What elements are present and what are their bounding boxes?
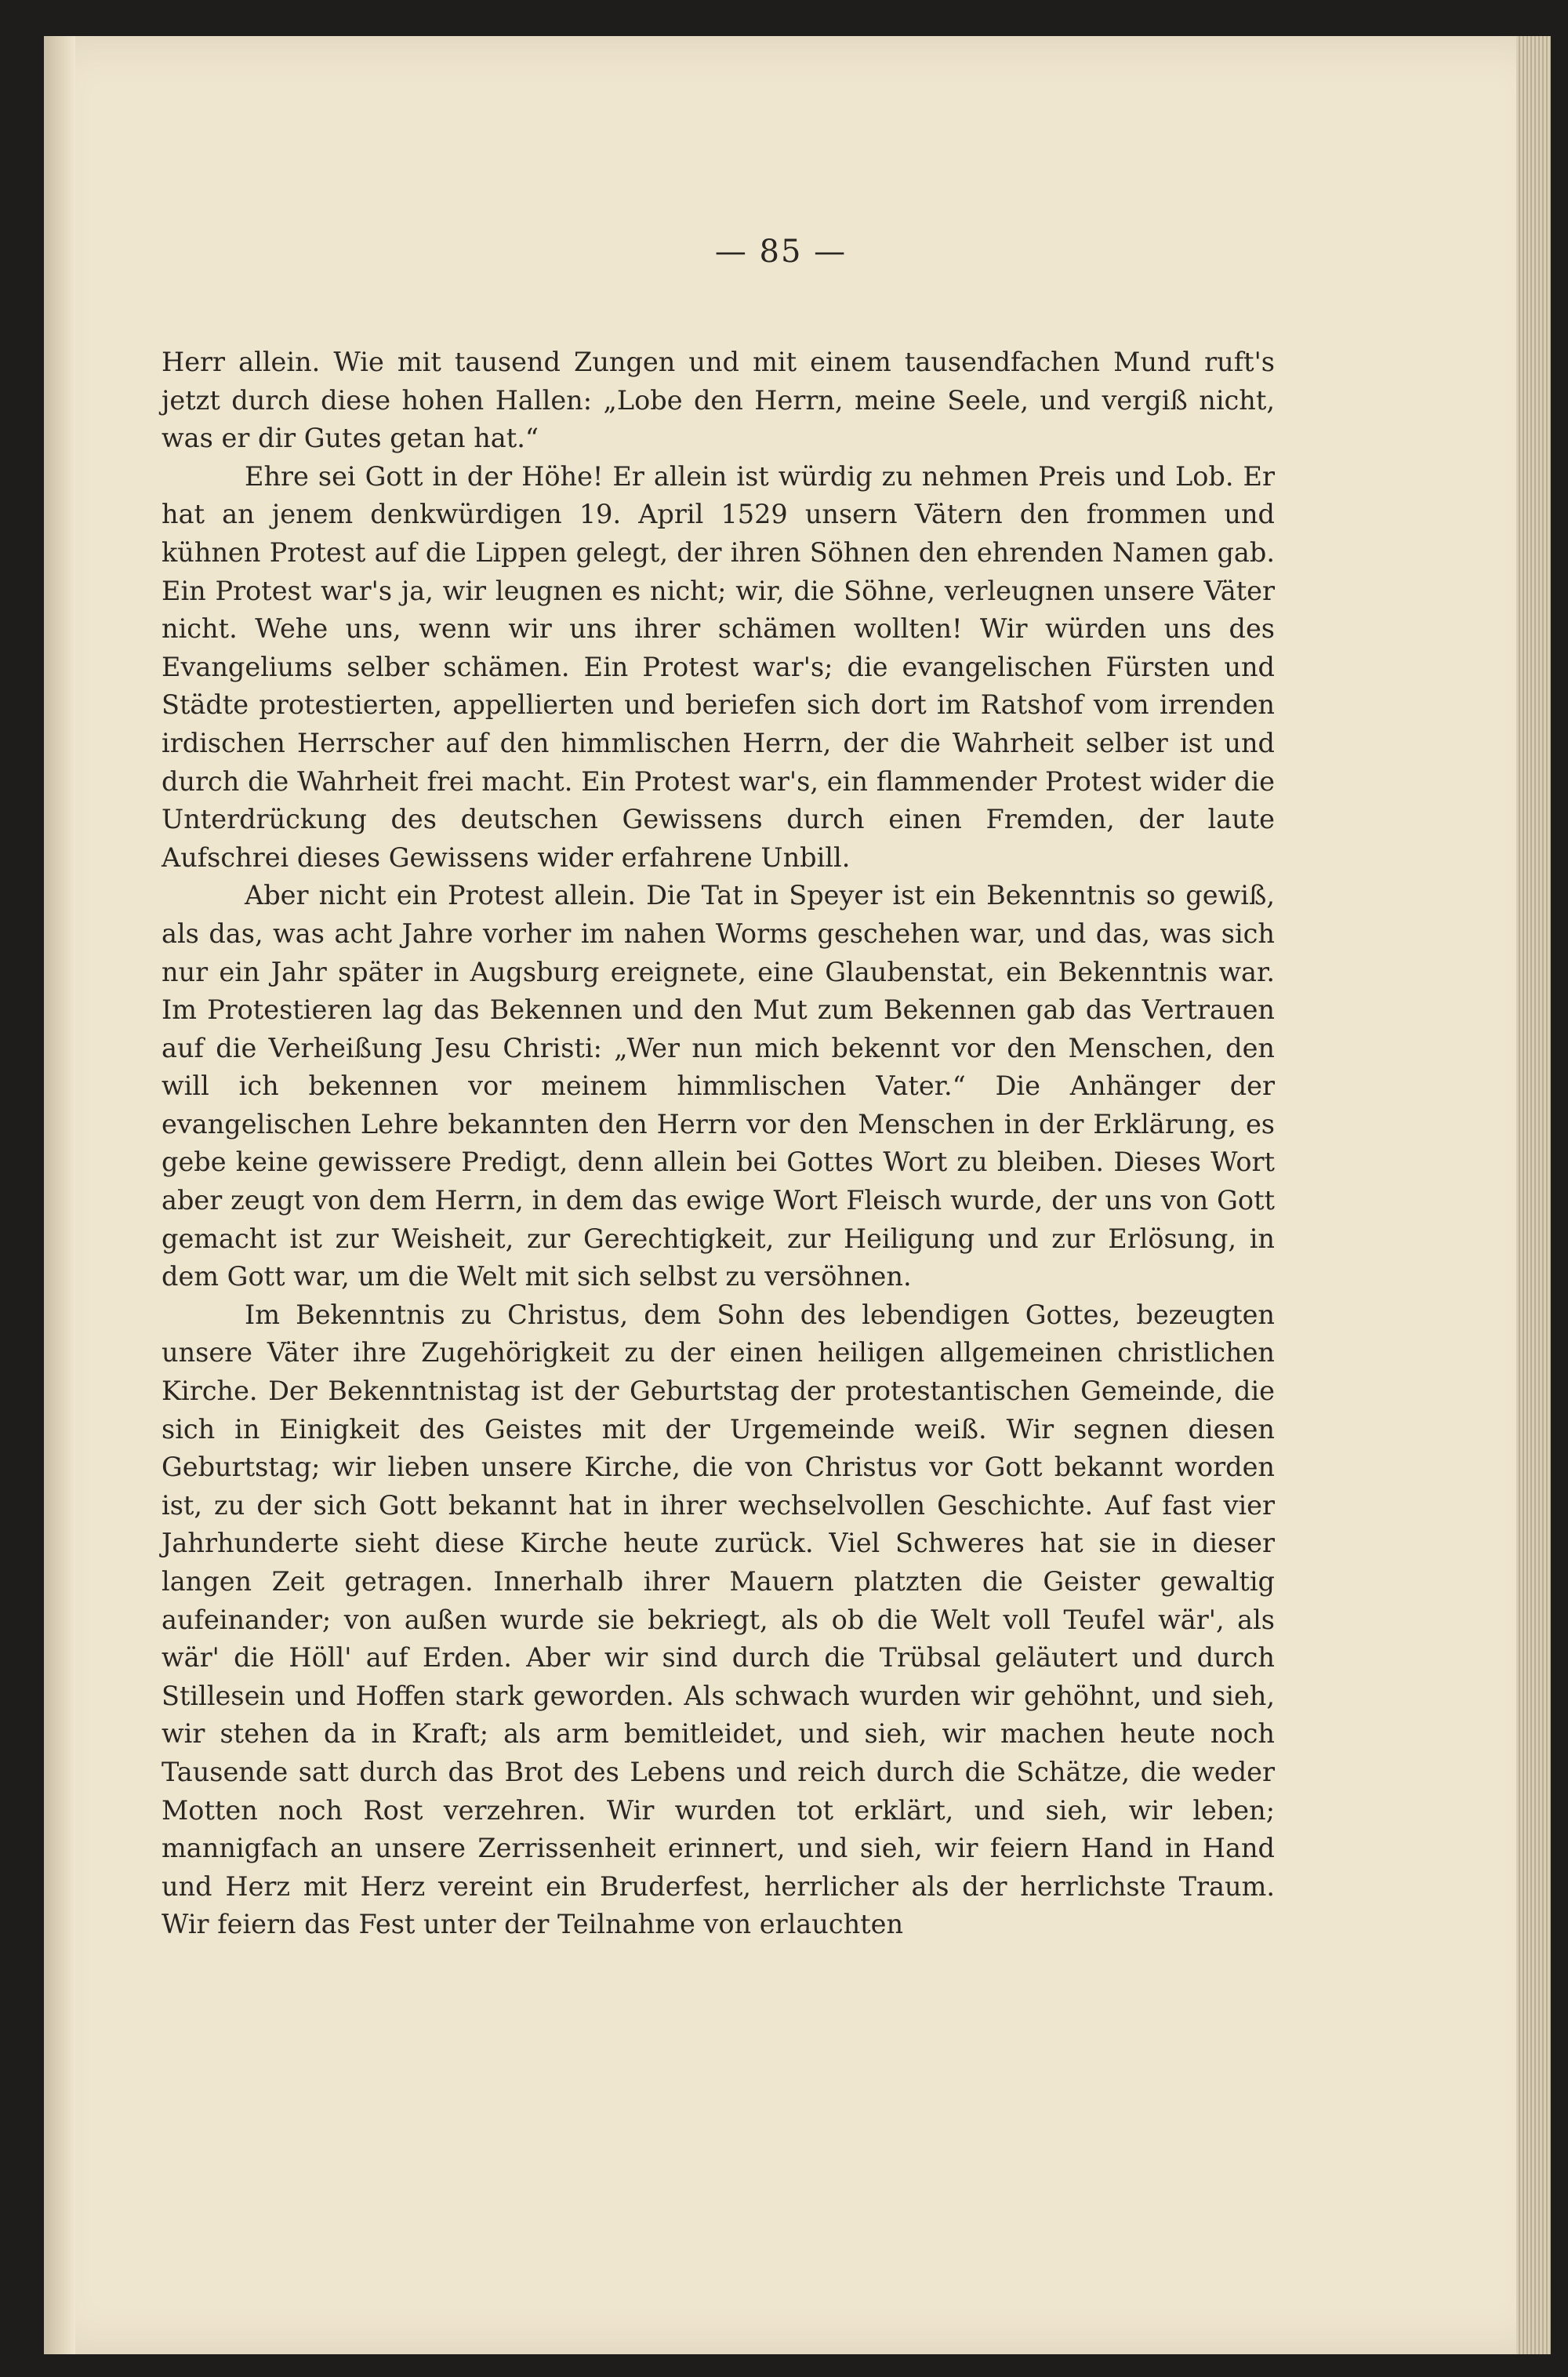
paragraph-1: Herr allein. Wie mit tausend Zungen und mit einem tausendfachen Mund ruft's jetzt durch diese hohen Hallen: „Lobe den Herrn, meine Seele, und vergiß nicht, was er dir Gutes getan hat.“ — [162, 347, 1275, 454]
page-edge-stack — [1516, 36, 1551, 2354]
paragraph-4: Im Bekenntnis zu Christus, dem Sohn des lebendigen Gottes, bezeugten unsere Väter ihre Zugehörigkeit zu der einen heiligen allgemeinen christlichen Kirche. Der Bekenntnistag ist der Geburtstag der protestantischen Gemeinde, die sich in Einigkeit des Geistes mit der Urgemeinde weiß. Wir segnen diesen Geburtstag; wir lieben unsere Kirche, die von Christus vor Gott bekannt worden ist, zu der sich Gott bekannt hat in ihrer wechselvollen Geschichte. Auf fast vier Jahrhunderte sieht diese Kirche heute zurück. Viel Schweres hat sie in dieser langen Zeit getragen. Innerhalb ihrer Mauern platzten die Geister gewaltig aufeinander; von außen wurde sie bekriegt, als ob die Welt voll Teufel wär', als wär' die Höll' auf Erden. Aber wir sind durch die Trübsal geläutert und durch Stillesein und Hoffen stark geworden. Als schwach wurden wir gehöhnt, und sieh, wir stehen da in Kraft; als arm bemitleidet, und sieh, wir machen heute noch Tausende satt durch das Brot des Lebens und reich durch die Schätze, die weder Motten noch Rost verzehren. Wir wurden tot erklärt, und sieh, wir leben; mannigfach an unsere Zerrissenheit erinnert, und sieh, wir feiern Hand in Hand und Herz mit Herz vereint ein Bruderfest, herrlicher als der herrlichste Traum. Wir feiern das Fest unter der Teilnahme von erlauchten — [162, 1299, 1275, 1940]
body-text — [162, 343, 1275, 1944]
book-page — [44, 36, 1551, 2354]
page-number: — 85 — — [714, 234, 848, 270]
paragraph-3: Aber nicht ein Protest allein. Die Tat in Speyer ist ein Bekenntnis so gewiß, als das, was acht Jahre vorher im nahen Worms geschehen war, und das, was sich nur ein Jahr später in Augsburg ereignete, eine Glaubenstat, ein Bekenntnis war. Im Protestieren lag das Bekennen und den Mut zum Bekennen gab das Vertrauen auf die Verheißung Jesu Christi: „Wer nun mich bekennt vor den Menschen, den will ich bekennen vor meinem himmlischen Vater.“ Die Anhänger der evangelischen Lehre bekannten den Herrn vor den Menschen in der Erklärung, es gebe keine gewissere Predigt, denn allein bei Gottes Wort zu bleiben. Dieses Wort aber zeugt von dem Herrn, in dem das ewige Wort Fleisch wurde, der uns von Gott gemacht ist zur Weisheit, zur Gerechtigkeit, zur Heiligung und zur Erlösung, in dem Gott war, um die Welt mit sich selbst zu versöhnen. — [162, 880, 1275, 1292]
paragraph-2: Ehre sei Gott in der Höhe! Er allein ist würdig zu nehmen Preis und Lob. Er hat an jenem denkwürdigen 19. April 1529 unsern Vätern den frommen und kühnen Protest auf die Lippen gelegt, der ihren Söhnen den ehrenden Namen gab. Ein Protest war's ja, wir leugnen es nicht; wir, die Söhne, verleugnen unsere Väter nicht. Wehe uns, wenn wir uns ihrer schämen wollten! Wir würden uns des Evangeliums selber schämen. Ein Protest war's; die evangelischen Fürsten und Städte protestierten, appellierten und beriefen sich dort im Ratshof vom irrenden irdischen Herrscher auf den himmlischen Herrn, der die Wahrheit selber ist und durch die Wahrheit frei macht. Ein Protest war's, ein flammender Protest wider die Unterdrückung des deutschen Gewissens durch einen Fremden, der laute Aufschrei dieses Gewissens wider erfahrene Unbill. — [162, 460, 1275, 873]
page-gutter — [44, 36, 75, 2354]
